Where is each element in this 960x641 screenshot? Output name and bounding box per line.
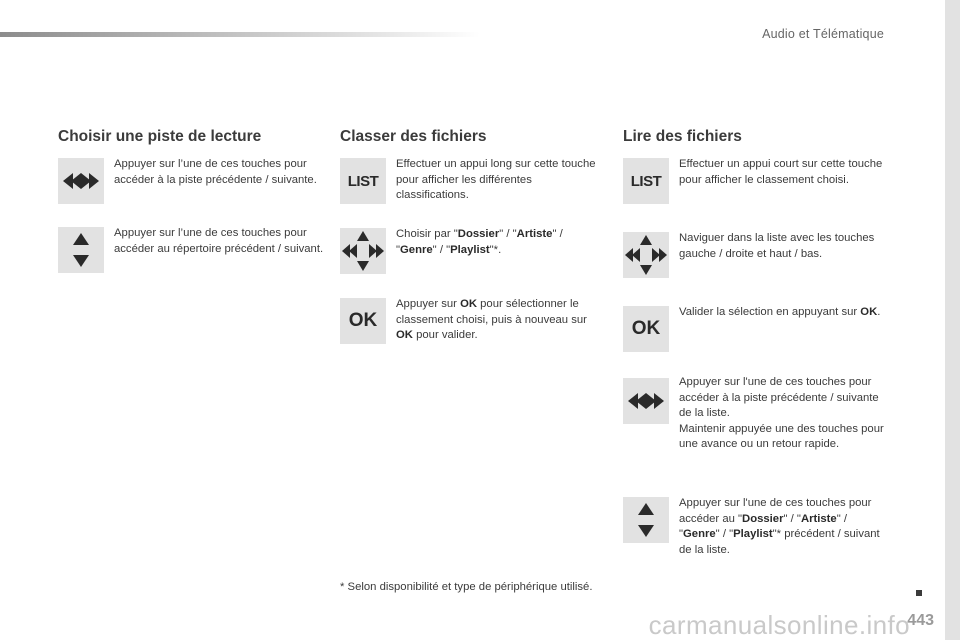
column-title: Lire des fichiers bbox=[623, 128, 742, 145]
four-way-key bbox=[340, 228, 386, 274]
four-way-arrows-icon bbox=[341, 229, 385, 273]
instruction-text: Appuyer sur l'une de ces touches pour accéder à la piste précédente / suivante de la liste. Maintenir appuyée une des touches pour une avance ou un retour rapide. bbox=[679, 376, 884, 450]
up-down-key bbox=[623, 497, 669, 543]
instruction-text: Appuyer sur l’une de ces touches pour accéder au répertoire précédent / suivant. bbox=[114, 227, 324, 255]
instruction-text: Appuyer sur l'une de ces touches pour accéder au "Dossier" / "Artiste" / "Genre" / "Playlist"* précédent / suivant de la liste. bbox=[679, 497, 880, 556]
prev-next-key bbox=[58, 158, 104, 204]
column-title: Classer des fichiers bbox=[340, 128, 487, 145]
four-way-key bbox=[623, 232, 669, 278]
column-choose-track bbox=[58, 128, 326, 255]
ok-key bbox=[623, 306, 669, 352]
list-key bbox=[340, 158, 386, 204]
prev-next-key bbox=[623, 378, 669, 424]
prev-next-arrows-icon bbox=[626, 391, 666, 411]
four-way-arrows-icon bbox=[624, 233, 668, 277]
instruction-text: Choisir par "Dossier" / "Artiste" / "Genre" / "Playlist"*. bbox=[396, 228, 563, 256]
instruction-text: Appuyer sur l’une de ces touches pour accéder à la piste précédente / suivante. bbox=[114, 158, 317, 186]
header-gradient-bar bbox=[0, 32, 480, 37]
section-title: Audio et Télématique bbox=[762, 27, 884, 41]
ok-key-label: OK bbox=[631, 318, 661, 339]
list-key bbox=[623, 158, 669, 204]
instruction-text: Effectuer un appui court sur cette touche pour afficher le classement choisi. bbox=[679, 158, 883, 186]
column-title: Choisir une piste de lecture bbox=[58, 128, 262, 145]
ok-key bbox=[340, 298, 386, 344]
instruction-text: Valider la sélection en appuyant sur OK. bbox=[679, 306, 881, 318]
list-key-label: LIST bbox=[347, 172, 379, 190]
watermark: carmanualsonline.info bbox=[648, 610, 910, 640]
ok-key-label: OK bbox=[348, 310, 378, 331]
instruction-text: Appuyer sur OK pour sélectionner le classement choisi, puis à nouveau sur OK pour valider. bbox=[396, 298, 587, 341]
up-down-arrows-icon bbox=[71, 230, 91, 270]
instruction-text: Effectuer un appui long sur cette touche pour afficher les différentes classifications. bbox=[396, 158, 596, 201]
list-key-label: LIST bbox=[630, 172, 662, 190]
up-down-key bbox=[58, 227, 104, 273]
page-marker bbox=[916, 590, 922, 596]
page-edge-strip bbox=[945, 0, 960, 640]
prev-next-arrows-icon bbox=[61, 171, 101, 191]
up-down-arrows-icon bbox=[636, 500, 656, 540]
footnote: * Selon disponibilité et type de périphérique utilisé. bbox=[340, 581, 593, 593]
page-number: 443 bbox=[907, 612, 934, 629]
instruction-text: Naviguer dans la liste avec les touches gauche / droite et haut / bas. bbox=[679, 232, 875, 260]
column-play-files bbox=[623, 128, 891, 556]
column-sort-files bbox=[340, 128, 608, 341]
